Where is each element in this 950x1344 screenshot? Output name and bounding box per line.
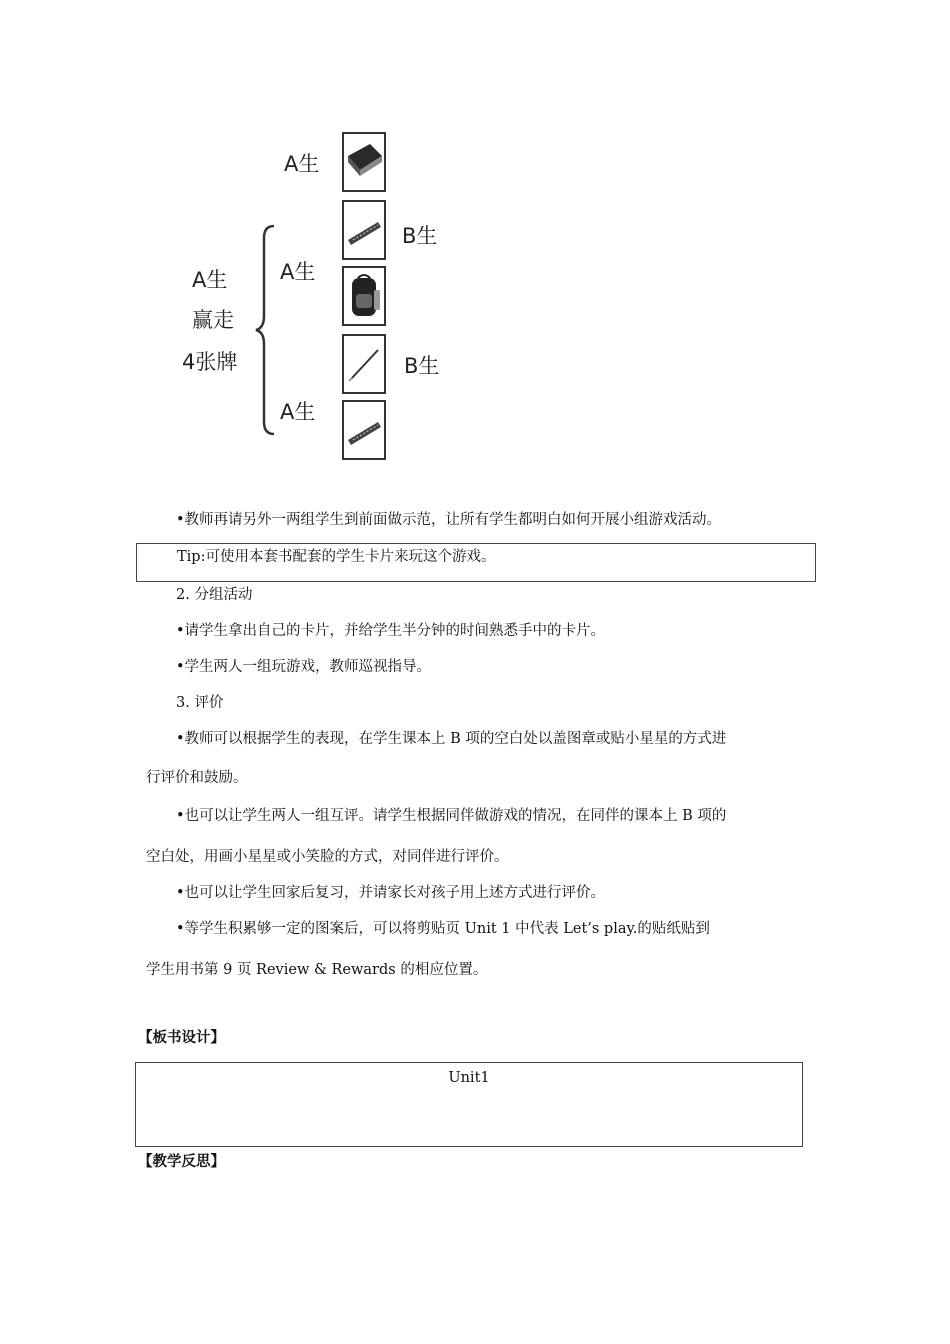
- card-backpack: [342, 266, 386, 326]
- board-design-heading: 【板书设计】: [138, 1030, 225, 1046]
- paragraph-take-cards: •请学生拿出自己的卡片，并给学生半分钟的时间熟悉手中的卡片。: [176, 623, 606, 639]
- curly-brace: [254, 224, 278, 436]
- paragraph-pair-play: •学生两人一组玩游戏，教师巡视指导。: [176, 659, 432, 675]
- card-book: [342, 132, 386, 192]
- heading-evaluation: 3. 评价: [176, 695, 224, 711]
- reflection-heading: 【教学反思】: [138, 1154, 225, 1170]
- label-winner: A生: [192, 268, 228, 292]
- card-game-diagram: [160, 120, 460, 470]
- board-design-box: [135, 1062, 803, 1147]
- paragraph-peer-eval-2: 空白处，用画小星星或小笑脸的方式，对同伴进行评价。: [146, 849, 509, 865]
- label-student-a-bottom: A生: [280, 400, 316, 424]
- paragraph-stickers-1: •等学生积累够一定的图案后，可以将剪贴页 Unit 1 中代表 Let’s play.的贴纸贴到: [176, 921, 710, 937]
- paragraph-stickers-2: 学生用书第 9 页 Review & Rewards 的相应位置。: [146, 962, 488, 978]
- tip-box: [136, 543, 816, 582]
- tip-text: Tip:可使用本套书配套的学生卡片来玩这个游戏。: [177, 549, 496, 565]
- book-icon: [344, 134, 384, 190]
- paragraph-demo: •教师再请另外一两组学生到前面做示范，让所有学生都明白如何开展小组游戏活动。: [176, 512, 722, 528]
- paragraph-peer-eval-1: •也可以让学生两人一组互评。请学生根据同伴做游戏的情况，在同伴的课本上 B 项的: [176, 808, 727, 824]
- paragraph-teacher-eval-2: 行评价和鼓励。: [146, 770, 248, 786]
- label-takes-away: 赢走: [192, 308, 234, 332]
- paragraph-home-review: •也可以让学生回家后复习，并请家长对孩子用上述方式进行评价。: [176, 885, 606, 901]
- heading-group-activity: 2. 分组活动: [176, 587, 253, 603]
- label-student-b-1: B生: [402, 224, 438, 248]
- label-four-cards: 4张牌: [182, 350, 238, 374]
- board-title: Unit1: [448, 1070, 490, 1086]
- ruler-icon: [344, 402, 384, 458]
- card-ruler-1: [342, 200, 386, 260]
- backpack-icon: [344, 268, 384, 324]
- card-ruler-2: [342, 400, 386, 460]
- ruler-icon: [344, 202, 384, 258]
- card-pencil: [342, 334, 386, 394]
- pencil-icon: [344, 336, 384, 392]
- label-student-a-mid: A生: [280, 260, 316, 284]
- paragraph-teacher-eval-1: •教师可以根据学生的表现，在学生课本上 B 项的空白处以盖图章或贴小星星的方式进: [176, 731, 727, 747]
- label-student-b-2: B生: [404, 354, 440, 378]
- label-student-a-top: A生: [284, 152, 320, 176]
